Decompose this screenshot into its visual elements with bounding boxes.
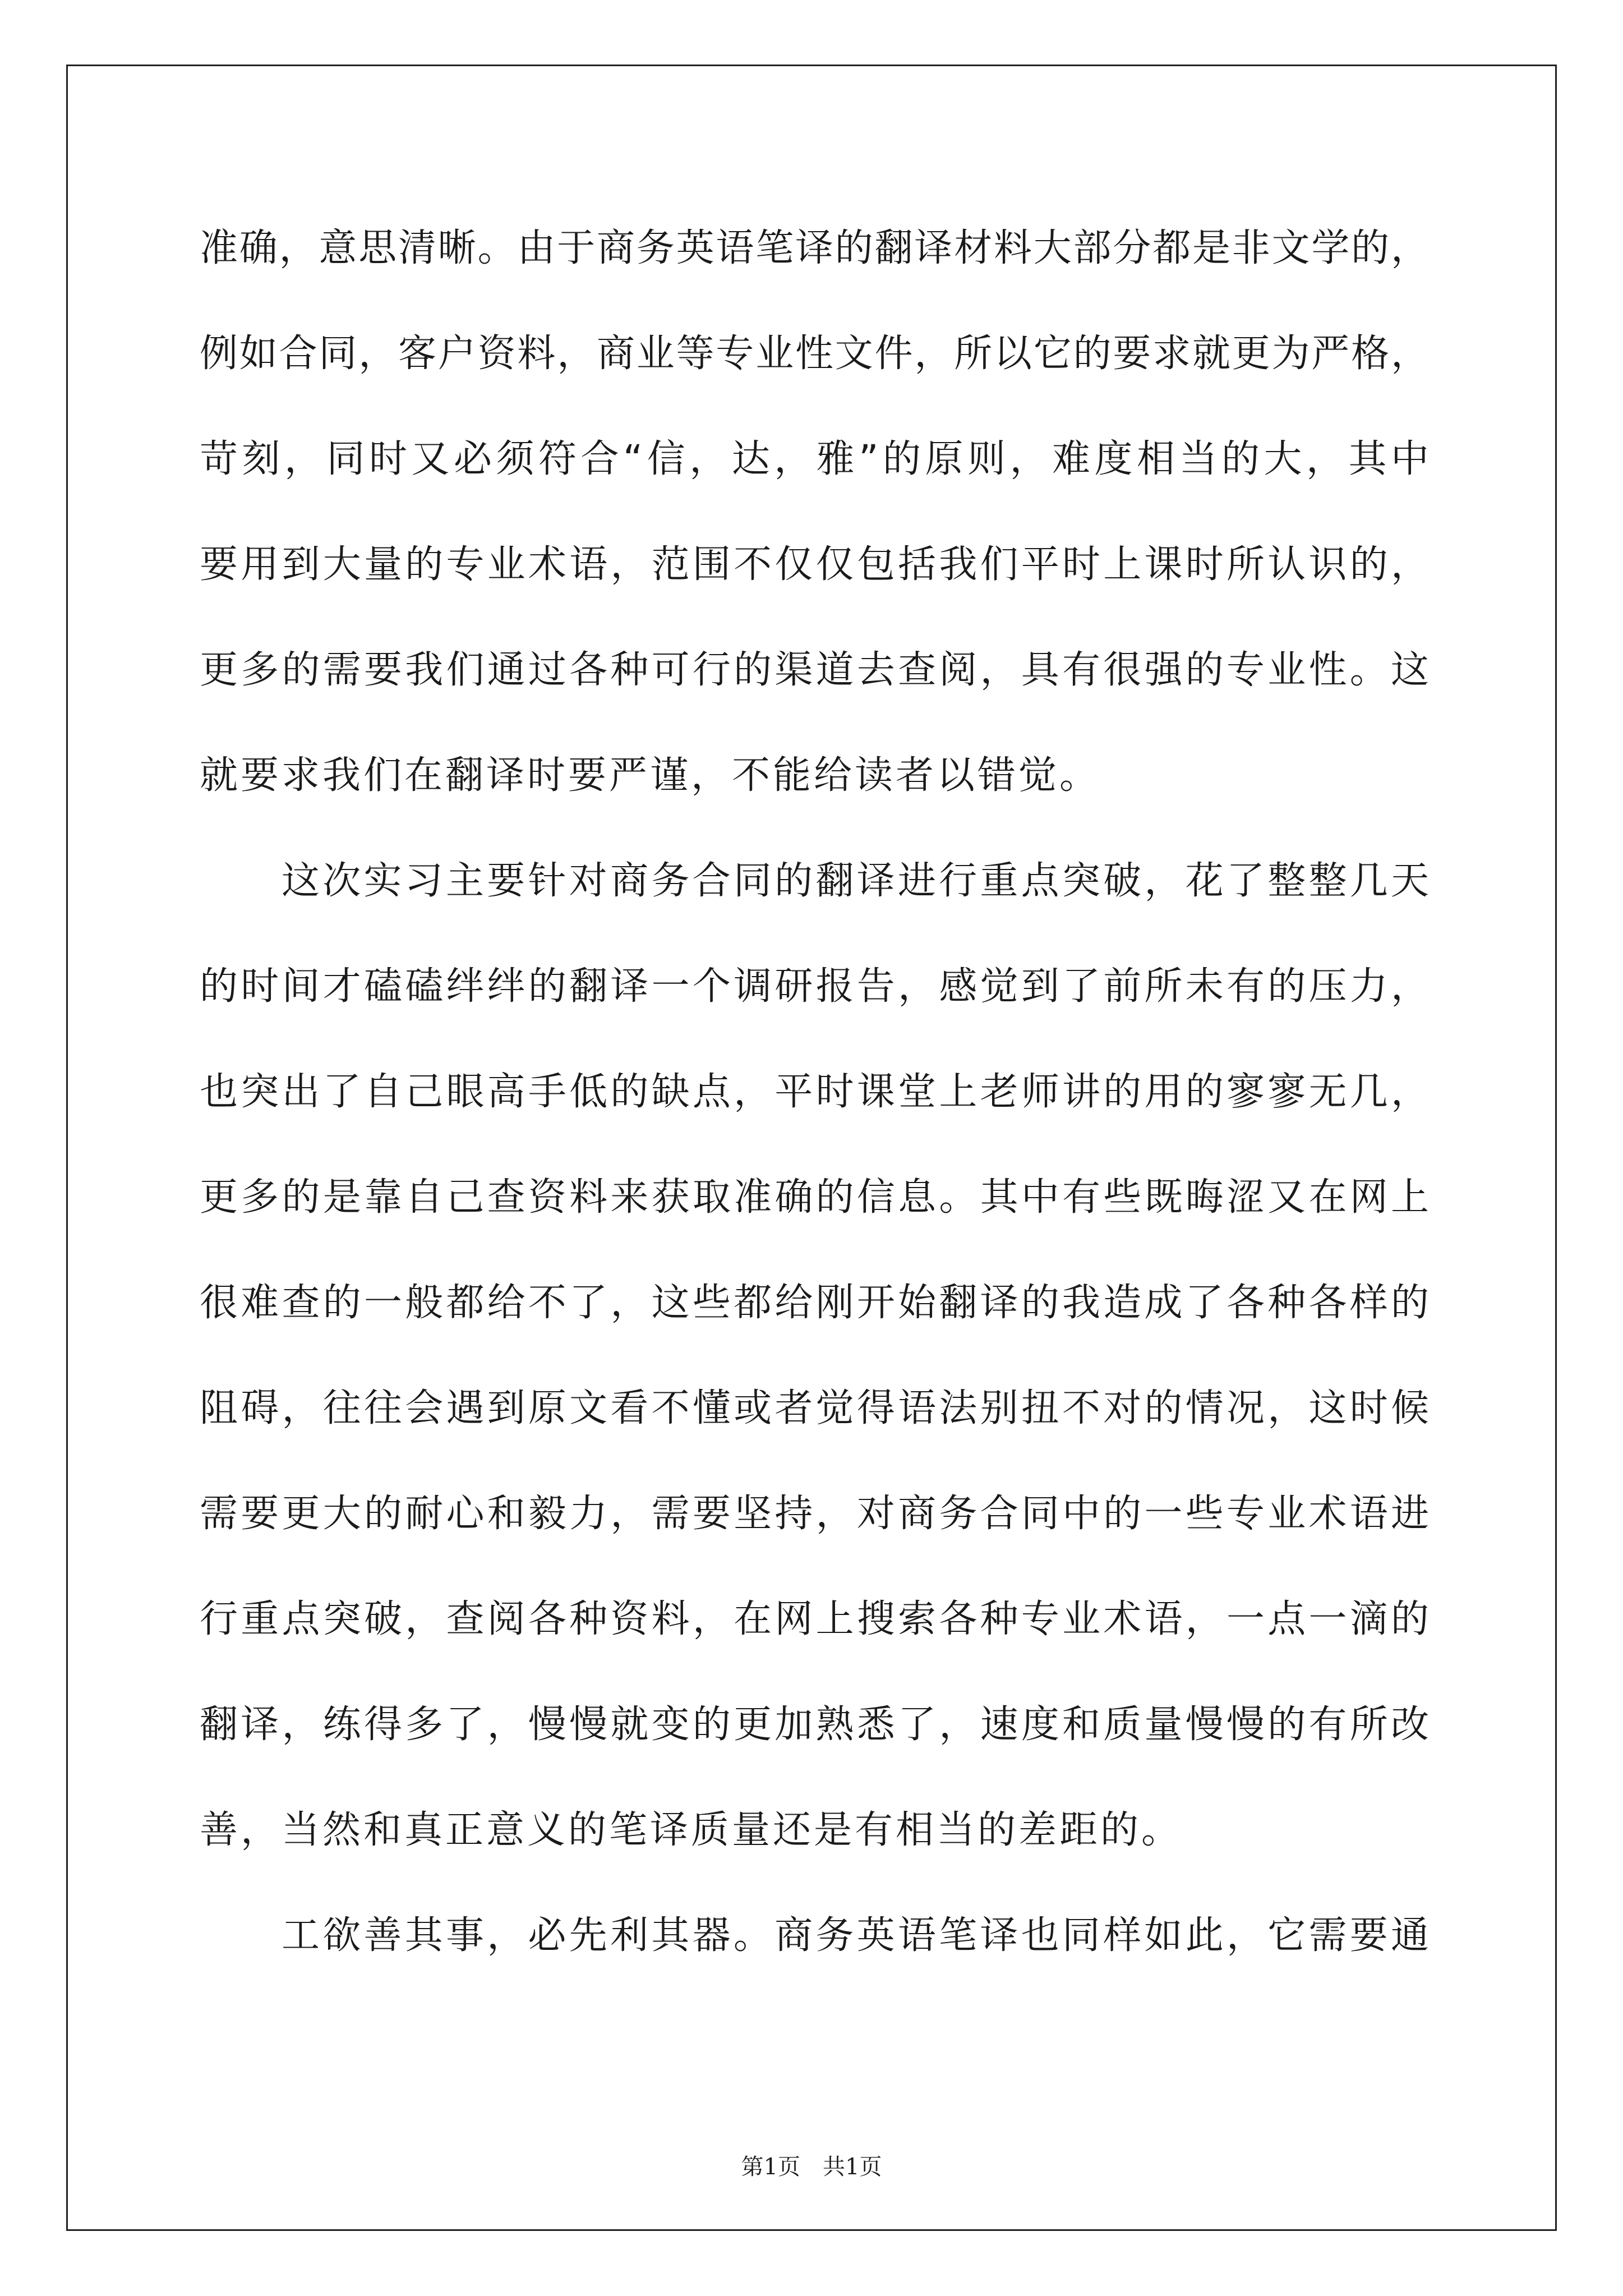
text-line: 翻译，练得多了，慢慢就变的更加熟悉了，速度和质量慢慢的有所改 — [200, 1703, 1429, 1747]
text-line: 就要求我们在翻译时要严谨，不能给读者以错觉。 — [200, 753, 1101, 798]
text-line: 很难查的一般都给不了，这些都给刚开始翻译的我造成了各种各样的 — [200, 1281, 1429, 1325]
page-border — [66, 65, 1557, 2231]
text-line: 苛刻，同时又必须符合“信，达，雅”的原则，难度相当的大，其中 — [200, 437, 1429, 481]
text-line: 工欲善其事，必先利其器。商务英语笔译也同样如此，它需要通 — [282, 1913, 1429, 1958]
text-line: 更多的需要我们通过各种可行的渠道去查阅，具有很强的专业性。这 — [200, 648, 1429, 692]
text-line: 也突出了自己眼高手低的缺点，平时课堂上老师讲的用的寥寥无几， — [200, 1070, 1429, 1114]
text-line: 阻碍，往往会遇到原文看不懂或者觉得语法别扭不对的情况，这时候 — [200, 1386, 1429, 1430]
text-line: 善，当然和真正意义的笔译质量还是有相当的差距的。 — [200, 1808, 1183, 1852]
text-line: 这次实习主要针对商务合同的翻译进行重点突破，花了整整几天 — [282, 859, 1429, 903]
text-line: 要用到大量的专业术语，范围不仅仅包括我们平时上课时所认识的， — [200, 542, 1429, 587]
text-line: 例如合同，客户资料，商业等专业性文件，所以它的要求就更为严格， — [200, 332, 1429, 376]
text-line: 需要更大的耐心和毅力，需要坚持，对商务合同中的一些专业术语进 — [200, 1492, 1429, 1536]
page-number-footer: 第1页 共1页 — [741, 2154, 882, 2180]
text-line: 更多的是靠自己查资料来获取准确的信息。其中有些既晦涩又在网上 — [200, 1175, 1429, 1220]
text-line: 准确，意思清晰。由于商务英语笔译的翻译材料大部分都是非文学的， — [200, 226, 1429, 270]
text-line: 的时间才磕磕绊绊的翻译一个调研报告，感觉到了前所未有的压力， — [200, 964, 1429, 1009]
text-line: 行重点突破，查阅各种资料，在网上搜索各种专业术语，一点一滴的 — [200, 1597, 1429, 1641]
